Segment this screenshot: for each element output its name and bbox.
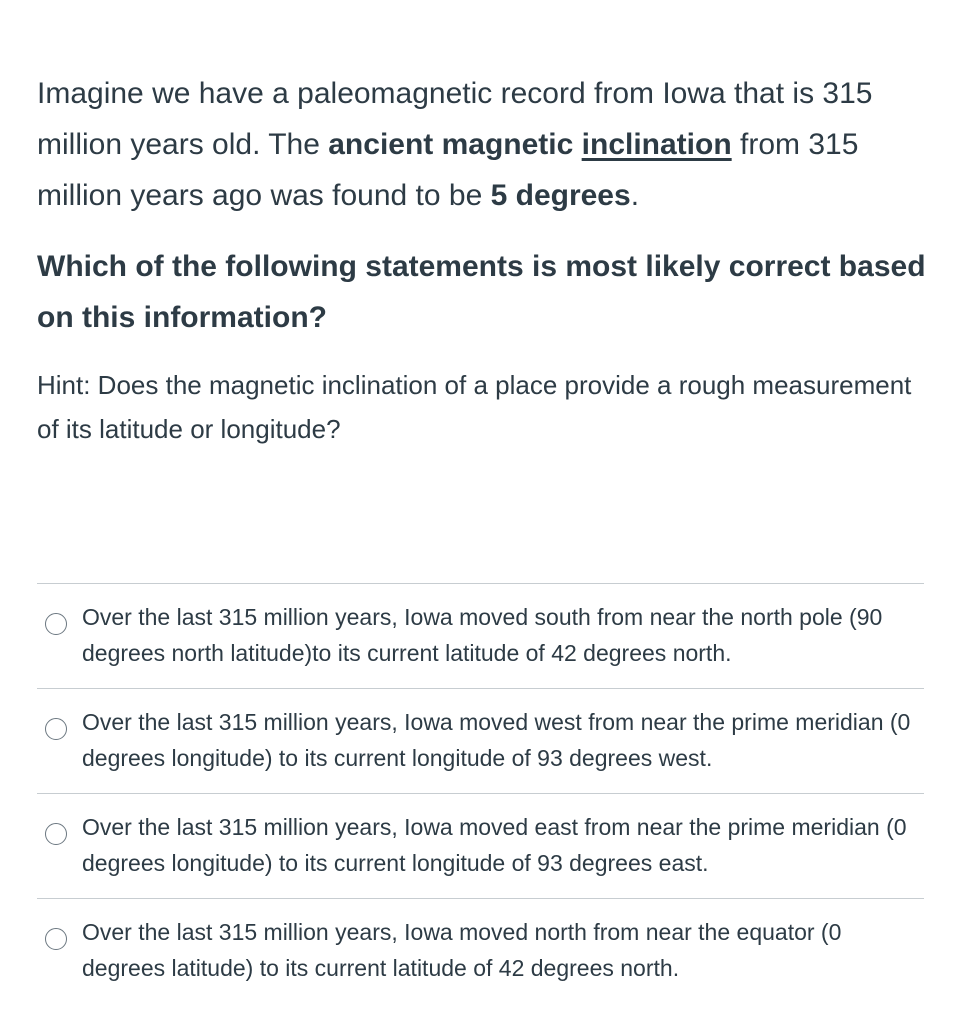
radio-button-icon[interactable]: [45, 928, 67, 950]
question-prompt: Which of the following statements is most likely correct based on this information?: [37, 250, 926, 334]
intro-text-2: from 315 million years ago was found to be: [37, 128, 859, 212]
intro-bold-underlined: inclination: [581, 128, 732, 161]
question-body: [37, 68, 927, 451]
answer-label[interactable]: Over the last 315 million years, Iowa moved west from near the prime meridian (0 degrees longitude) to its current longitude of 93 degrees west.: [82, 709, 911, 771]
answer-option-3[interactable]: [37, 794, 924, 899]
question-hint: Hint: Does the magnetic inclination of a place provide a rough measurement of its latitude or longitude?: [37, 370, 912, 444]
radio-button-icon[interactable]: [45, 718, 67, 740]
answer-label[interactable]: Over the last 315 million years, Iowa moved east from near the prime meridian (0 degrees longitude) to its current longitude of 93 degrees east.: [82, 814, 907, 876]
answer-option-2[interactable]: [37, 689, 924, 794]
intro-bold-1: ancient magnetic: [328, 128, 582, 161]
answer-option-4[interactable]: [37, 899, 924, 1004]
answer-list: [37, 583, 924, 1004]
radio-button-icon[interactable]: [45, 613, 67, 635]
answer-option-1[interactable]: [37, 584, 924, 689]
radio-button-icon[interactable]: [45, 823, 67, 845]
answer-label[interactable]: Over the last 315 million years, Iowa moved south from near the north pole (90 degrees north latitude)to its current latitude of 42 degrees north.: [82, 604, 883, 666]
answer-label[interactable]: Over the last 315 million years, Iowa moved north from near the equator (0 degrees latitude) to its current latitude of 42 degrees north.: [82, 919, 842, 981]
intro-text-1: Imagine we have a paleomagnetic record from Iowa that is 315 million years old. The: [37, 77, 873, 161]
intro-bold-2: 5 degrees: [490, 179, 631, 212]
intro-period: .: [630, 179, 640, 212]
question-intro: [37, 68, 927, 221]
